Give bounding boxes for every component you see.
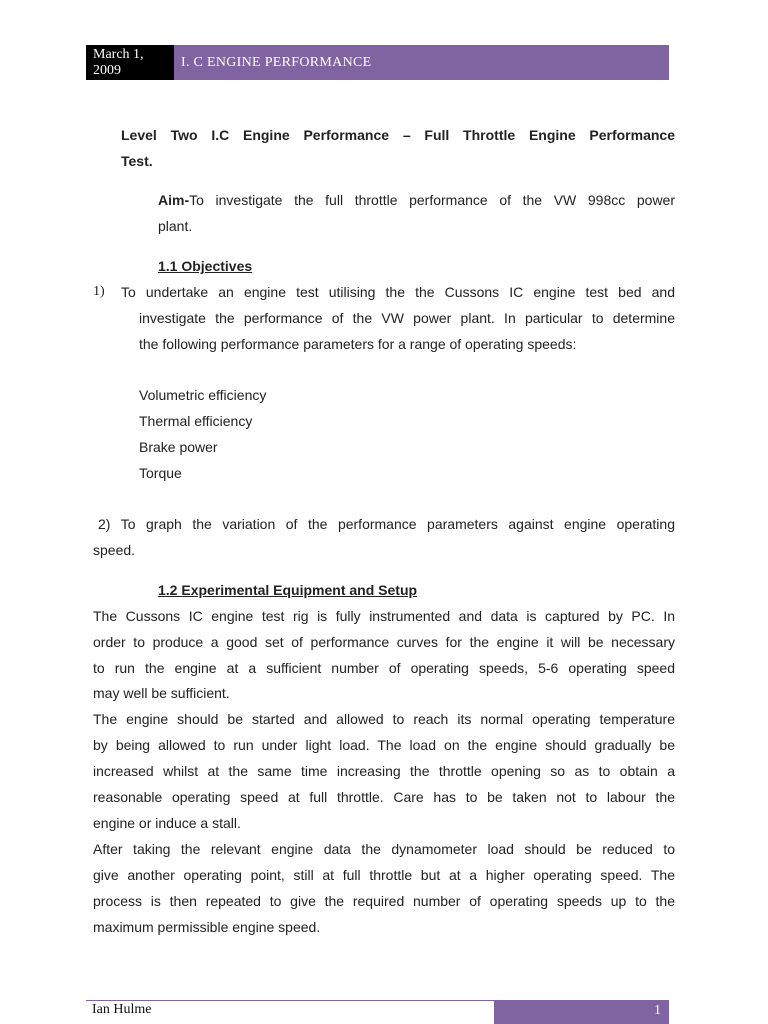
document-title-line-1: Level Two I.C Engine Performance – Full Throttle Engine Performance <box>121 127 675 143</box>
para3-line-4: maximum permissible engine speed. <box>93 919 321 935</box>
footer-author: Ian Hulme <box>92 1002 152 1017</box>
equipment-heading: 1.2 Experimental Equipment and Setup <box>158 582 418 598</box>
document-title-line-2: Test. <box>121 153 153 169</box>
header-title: I. C ENGINE PERFORMANCE <box>174 45 669 80</box>
objective-2-line-2: speed. <box>93 542 136 558</box>
objective-2-line-1: 2) To graph the variation of the performance parameters against engine operating <box>98 516 675 532</box>
parameter-brake-power: Brake power <box>139 439 218 455</box>
para1-line-1: The Cussons IC engine test rig is fully instrumented and data is captured by PC. In <box>93 608 675 624</box>
header-date: March 1, 2009 <box>86 45 174 80</box>
aim-text: To investigate the full throttle performance of the VW 998cc power <box>189 192 675 208</box>
para3-line-2: give another operating point, still at full throttle but at a higher operating speed. The <box>93 867 675 883</box>
para3-line-1: After taking the relevant engine data the dynamometer load should be reduced to <box>93 841 675 857</box>
para2-line-2: by being allowed to run under light load. The load on the engine should gradually be <box>93 737 675 753</box>
aim-label: Aim- <box>158 192 190 208</box>
objective-1-line-1: To undertake an engine test utilising the the Cussons IC engine test bed and <box>121 284 675 300</box>
objectives-heading: 1.1 Objectives <box>158 258 253 274</box>
para2-line-1: The engine should be started and allowed to reach its normal operating temperature <box>93 711 675 727</box>
para2-line-4: reasonable operating speed at full throttle. Care has to be taken not to labour the <box>93 789 675 805</box>
objective-1-number: 1) <box>93 284 105 299</box>
aim-line-1 <box>158 187 675 213</box>
para3-line-3: process is then repeated to give the required number of operating speeds up to the <box>93 893 675 909</box>
aim-line-2: plant. <box>158 218 193 234</box>
parameter-volumetric-efficiency: Volumetric efficiency <box>139 387 267 403</box>
para1-line-4: may well be sufficient. <box>93 685 230 701</box>
objective-1-line-3: the following performance parameters for a range of operating speeds: <box>139 336 577 352</box>
parameter-thermal-efficiency: Thermal efficiency <box>139 413 253 429</box>
footer-page-number: 1 <box>494 1001 669 1024</box>
parameter-torque: Torque <box>139 465 182 481</box>
para1-line-2: order to produce a good set of performance curves for the engine it will be necessary <box>93 634 675 650</box>
para2-line-5: engine or induce a stall. <box>93 815 241 831</box>
objective-1-line-2: investigate the performance of the VW power plant. In particular to determine <box>139 310 675 326</box>
para1-line-3: to run the engine at a sufficient number of operating speeds, 5-6 operating speed <box>93 660 675 676</box>
para2-line-3: increased whilst at the same time increasing the throttle opening so as to obtain a <box>93 763 675 779</box>
